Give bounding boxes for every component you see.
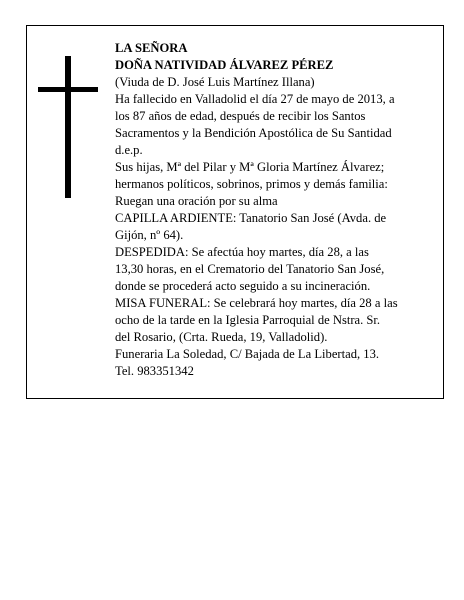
chapel-line-2: Gijón, nº 64).: [115, 228, 184, 242]
chapel-line-1: CAPILLA ARDIENTE: Tanatorio San José (Avda. de: [115, 211, 387, 225]
death-announcement-line-2: los 87 años de edad, después de recibir los Santos: [115, 109, 366, 123]
death-announcement-line-1: Ha fallecido en Valladolid el día 27 de mayo de 2013, a: [115, 92, 395, 106]
cross-vertical-bar: [65, 56, 71, 198]
funeral-mass-line-1: MISA FUNERAL: Se celebrará hoy martes, día 28 a las: [115, 296, 398, 310]
family-line-1: Sus hijas, Mª del Pilar y Mª Gloria Martínez Álvarez;: [115, 160, 385, 174]
family-line-2: hermanos políticos, sobrinos, primos y demás familia:: [115, 177, 388, 191]
cross-horizontal-bar: [38, 87, 98, 92]
funeral-home-line: Funeraria La Soledad, C/ Bajada de La Libertad, 13.: [115, 347, 380, 361]
obituary-notice: [26, 25, 444, 399]
deceased-name: DOÑA NATIVIDAD ÁLVAREZ PÉREZ: [115, 58, 334, 72]
phone-line: Tel. 983351342: [115, 364, 194, 378]
farewell-line-2: 13,30 horas, en el Crematorio del Tanatorio San José,: [115, 262, 385, 276]
obituary-text: [115, 40, 441, 380]
notice-title: LA SEÑORA: [115, 41, 188, 55]
farewell-line-1: DESPEDIDA: Se afectúa hoy martes, día 28, a las: [115, 245, 369, 259]
prayer-line: Ruegan una oración por su alma: [115, 194, 278, 208]
funeral-mass-line-3: del Rosario, (Crta. Rueda, 19, Valladolid).: [115, 330, 328, 344]
death-announcement-line-3: Sacramentos y la Bendición Apostólica de Su Santidad: [115, 126, 392, 140]
farewell-line-3: donde se procederá acto seguido a su incineración.: [115, 279, 371, 293]
funeral-mass-line-2: ocho de la tarde en la Iglesia Parroquial de Nstra. Sr.: [115, 313, 381, 327]
cross-icon: [38, 56, 98, 198]
widow-line: (Viuda de D. José Luis Martínez Illana): [115, 75, 315, 89]
rip-line: d.e.p.: [115, 143, 143, 157]
